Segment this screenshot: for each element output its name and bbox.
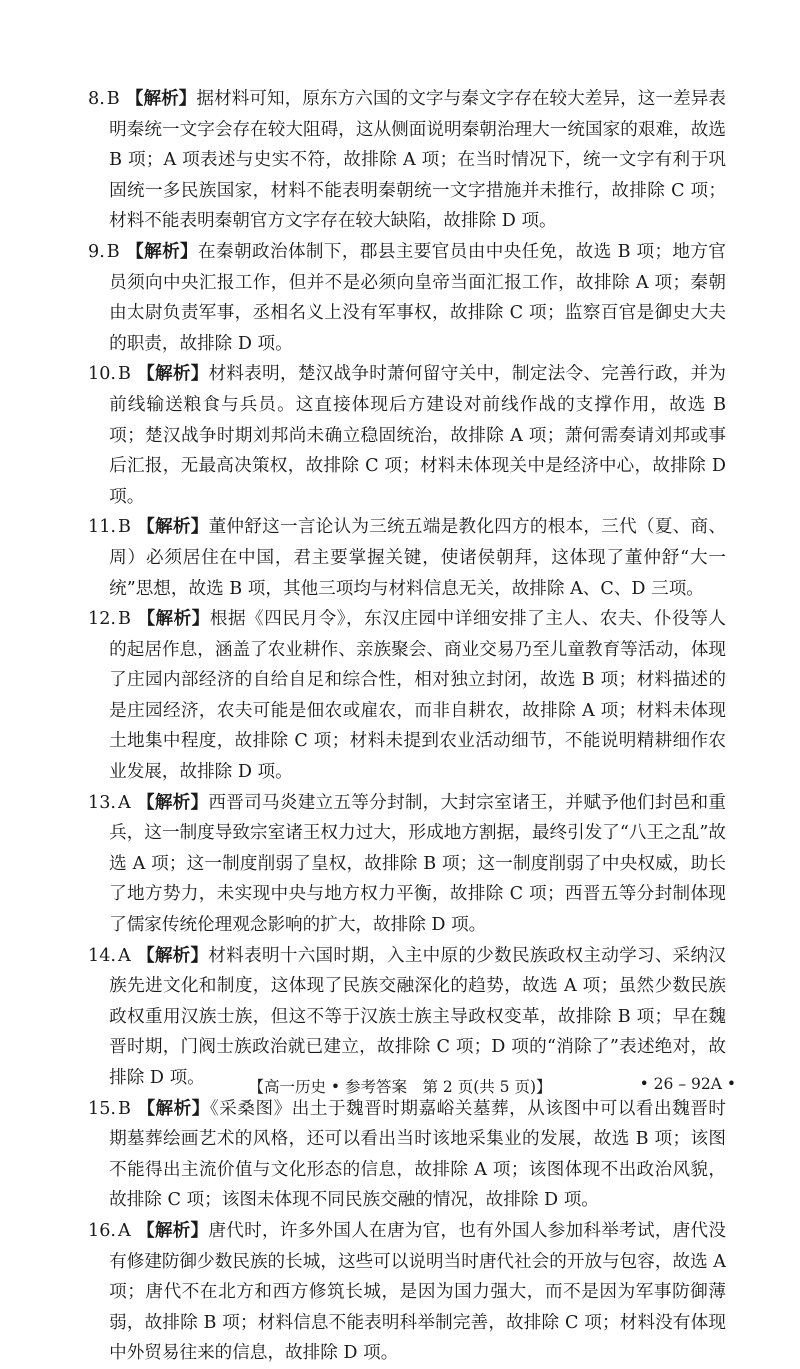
item-answer: B bbox=[117, 1098, 131, 1119]
answer-list bbox=[88, 84, 726, 1369]
answer-item bbox=[88, 512, 726, 604]
analysis-text: 唐代时，许多外国人在唐为官，也有外国人参加科举考试，唐代没有修建防御少数民族的长城，这些可以说明当时唐代社会的开放与包容，故选 A 项；唐代不在北方和西方修筑长城，是因为国力强大，而不是因为军事防御薄弱，故排除 B 项；材料信息不能表明科举制完善，故排除 C 项；材料没有体现中外贸易往来的信息，故排除 D 项。 bbox=[109, 1220, 726, 1364]
item-number: 13. bbox=[88, 792, 116, 813]
analysis-text: 在秦朝政治体制下，郡县主要官员由中央任免，故选 B 项；地方官员须向中央汇报工作，但并不是必须向皇帝当面汇报工作，故排除 A 项；秦朝由太尉负责军事，丞相名义上没有军事权，故排除 C 项；监察百官是御史大夫的职责，故排除 D 项。 bbox=[109, 241, 726, 354]
footer-exam-code: • 26 – 92A • bbox=[639, 1075, 736, 1093]
answer-item bbox=[88, 604, 726, 788]
analysis-tag: 【解析】 bbox=[136, 364, 209, 385]
item-answer: B bbox=[106, 241, 120, 262]
analysis-text: 董仲舒这一言论认为三统五端是教化四方的根本，三代（夏、商、周）必须居住在中国，君主要掌握关键，使诸侯朝拜，这体现了董仲舒“大一统”思想，故选 B 项，其他三项均与材料信息无关，故排除 A、C、D 三项。 bbox=[109, 517, 726, 599]
item-number: 15. bbox=[88, 1098, 116, 1119]
item-number: 9. bbox=[88, 241, 105, 262]
item-number: 11. bbox=[88, 517, 116, 538]
analysis-text: 根据《四民月令》，东汉庄园中详细安排了主人、农夫、仆役等人的起居作息，涵盖了农业耕作、亲族聚会、商业交易乃至儿童教育等活动，体现了庄园内部经济的自给自足和综合性，相对独立封闭，故选 B 项；材料描述的是庄园经济，农夫可能是佃农或雇农，而非自耕农，故排除 A 项；材料未体现土地集中程度，故排除 C 项；材料未提到农业活动细节，不能说明精耕细作农业发展，故排除 D 项。 bbox=[109, 609, 726, 783]
analysis-text: 据材料可知，原东方六国的文字与秦文字存在较大差异，这一差异表明秦统一文字会存在较大阻碍，这从侧面说明秦朝治理大一统国家的艰难，故选 B 项；A 项表述与史实不符，故排除 A 项；在当时情况下，统一文字有利于巩固统一多民族国家，材料不能表明秦朝统一文字措施并未推行，故排除 C 项；材料不能表明秦朝官方文字存在较大缺陷，故排除 D 项。 bbox=[109, 89, 726, 232]
answer-item bbox=[88, 237, 726, 359]
analysis-text: 材料表明十六国时期，入主中原的少数民族政权主动学习、采纳汉族先进文化和制度，这体现了民族交融深化的趋势，故选 A 项；虽然少数民族政权重用汉族士族，但这不等于汉族士族主导政权变革，故排除 B 项；早在魏晋时期，门阀士族政治就已建立，故排除 C 项；D 项的“消除了”表述绝对，故排除 D 项。 bbox=[109, 945, 726, 1088]
item-answer: B bbox=[117, 609, 131, 630]
analysis-tag: 【解析】 bbox=[136, 1098, 210, 1119]
answer-item bbox=[88, 1094, 726, 1216]
analysis-tag: 【解析】 bbox=[136, 792, 209, 813]
item-answer: B bbox=[117, 517, 131, 538]
item-answer: A bbox=[117, 1220, 131, 1241]
analysis-tag: 【解析】 bbox=[136, 945, 209, 966]
analysis-tag: 【解析】 bbox=[125, 89, 197, 109]
item-answer: A bbox=[117, 792, 131, 813]
analysis-text: 《采桑图》出土于魏晋时期嘉峪关墓葬，从该图中可以看出魏晋时期墓葬绘画艺术的风格，还可以看出当时该地采集业的发展，故选 B 项；该图不能得出主流价值与文化形态的信息，故排除 A 项；该图体现不出政治风貌，故排除 C 项；该图未体现不同民族交融的情况，故排除 D 项。 bbox=[109, 1098, 726, 1211]
item-answer: A bbox=[117, 945, 131, 966]
answer-item bbox=[88, 788, 726, 941]
item-answer: B bbox=[106, 89, 120, 109]
analysis-tag: 【解析】 bbox=[136, 1220, 209, 1241]
analysis-text: 西晋司马炎建立五等分封制，大封宗室诸王，并赋予他们封邑和重兵，这一制度导致宗室诸王权力过大，形成地方割据，最终引发了“八王之乱”故选 A 项；这一制度削弱了皇权，故排除 B 项；这一制度削弱了中央权威，助长了地方势力，未实现中央与地方权力平衡，故排除 C 项；西晋五等分封制体现了儒家传统伦理观念影响的扩大，故排除 D 项。 bbox=[109, 792, 726, 936]
analysis-tag: 【解析】 bbox=[125, 241, 199, 262]
footer-page-info: 【高一历史 • 参考答案 第 2 页(共 5 页)】 bbox=[248, 1078, 552, 1096]
answer-item bbox=[88, 84, 726, 237]
item-number: 12. bbox=[88, 609, 116, 630]
item-number: 8. bbox=[88, 89, 105, 109]
answer-item bbox=[88, 359, 726, 512]
item-number: 14. bbox=[88, 945, 116, 966]
item-number: 10. bbox=[88, 364, 116, 385]
answer-item bbox=[88, 1216, 726, 1369]
item-number: 16. bbox=[88, 1220, 116, 1241]
analysis-text: 材料表明，楚汉战争时萧何留守关中，制定法令、完善行政，并为前线输送粮食与兵员。这直接体现后方建设对前线作战的支撑作用，故选 B 项；楚汉战争时期刘邦尚未确立稳固统治，故排除 A 项；萧何需奏请刘邦或事后汇报，无最高决策权，故排除 C 项；材料未体现关中是经济中心，故排除 D 项。 bbox=[109, 364, 726, 507]
analysis-tag: 【解析】 bbox=[136, 517, 209, 538]
answer-item bbox=[88, 941, 726, 1094]
analysis-tag: 【解析】 bbox=[136, 609, 210, 630]
item-answer: B bbox=[117, 364, 131, 385]
